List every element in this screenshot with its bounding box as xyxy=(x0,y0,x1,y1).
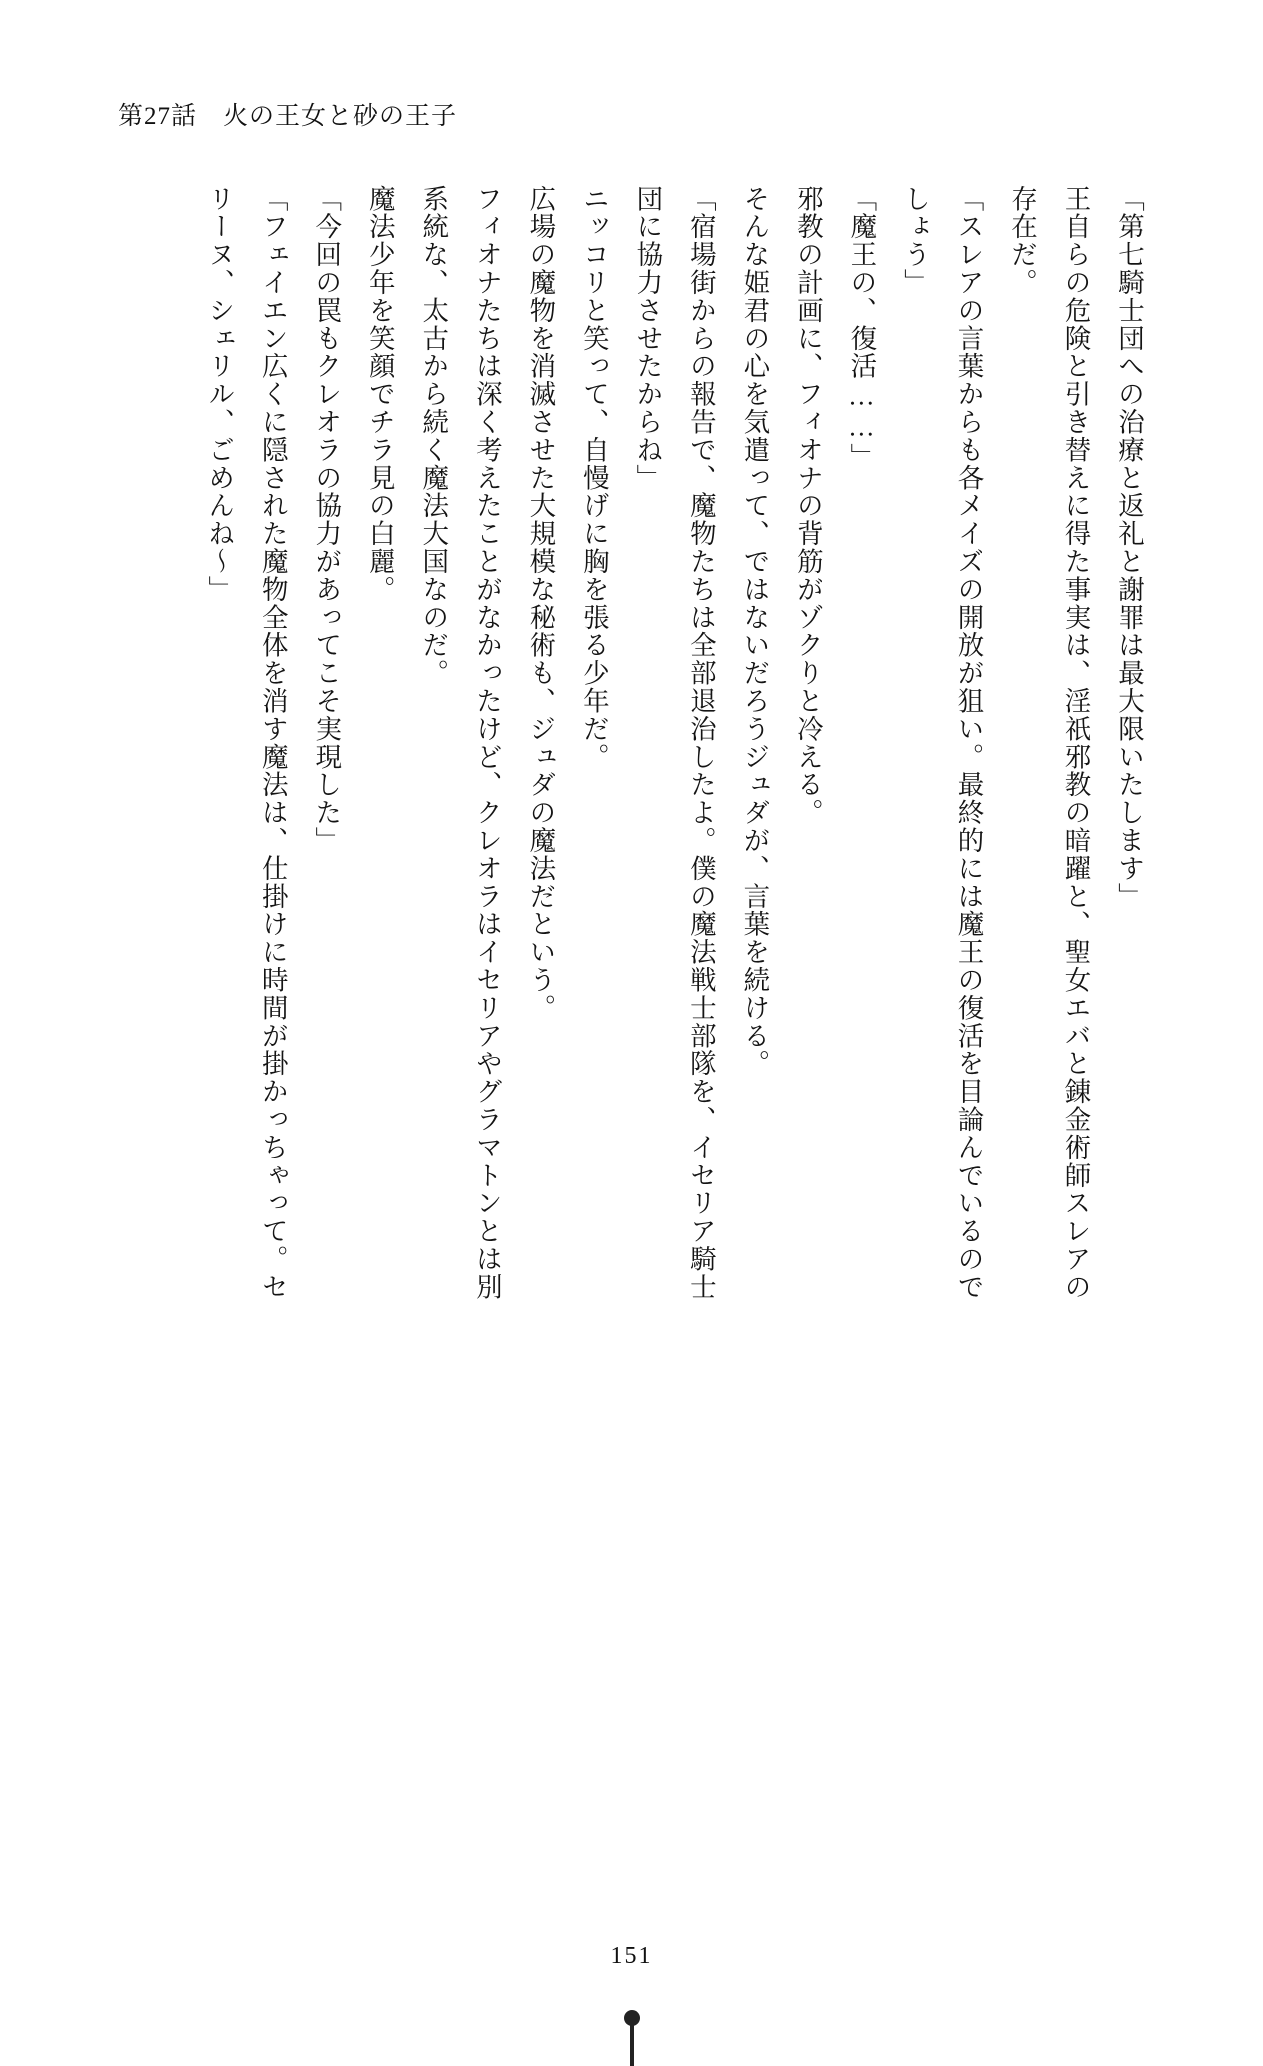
paragraph: 「スレアの言葉からも各メイズの開放が狙い。最終的には魔王の復活を目論んでいるのでしょう」 xyxy=(899,185,984,1301)
paragraph: 邪教の計画に、フィオナの背筋がゾクりと冷える。 xyxy=(792,185,823,827)
paragraph: 「フェイエン広くに隠された魔物全体を消す魔法は、仕掛けに時間が掛かっちゃって。セリーヌ、シェリル、ごめんね～」 xyxy=(204,185,288,1301)
paragraph: 王自らの危険と引き替えに得た事実は、淫祇邪教の暗躍と、聖女エバと錬金術師スレアの存在だ。 xyxy=(1006,185,1091,1301)
paragraph: そんな姫君の心を気遣って、ではないだろうジュダが、言葉を続ける。 xyxy=(739,185,770,1078)
bottom-rule-decoration xyxy=(630,2014,634,2066)
paragraph: フィオナたちは深く考えたことがなかったけど、クレオラはイセリアやグラマトンとは別系統な、太古から続く魔法大国なのだ。 xyxy=(418,185,502,1301)
running-header-chapter-title: 第27話 火の王女と砂の王子 xyxy=(118,103,458,130)
paragraph: 「宿場街からの報告で、魔物たちは全部退治したよ。僕の魔法戦士部隊を、イセリア騎士団に協力させたからね」 xyxy=(632,185,716,1301)
paragraph: ニッコリと笑って、自慢げに胸を張る少年だ。 xyxy=(578,185,609,771)
page-number: 151 xyxy=(610,1943,653,1969)
paragraph: 「第七騎士団への治療と返礼と謝罪は最大限いたします」 xyxy=(1114,185,1144,911)
paragraph: 「今回の罠もクレオラの協力があってこそ実現した」 xyxy=(311,185,342,855)
body-text-block xyxy=(155,185,1155,1305)
paragraph: 魔法少年を笑顔でチラ見の白麗。 xyxy=(364,185,395,604)
paragraph: 「魔王の、復活……」 xyxy=(846,185,877,471)
paragraph: 広場の魔物を消滅させた大規模な秘術も、ジュダの魔法だという。 xyxy=(525,185,556,1022)
